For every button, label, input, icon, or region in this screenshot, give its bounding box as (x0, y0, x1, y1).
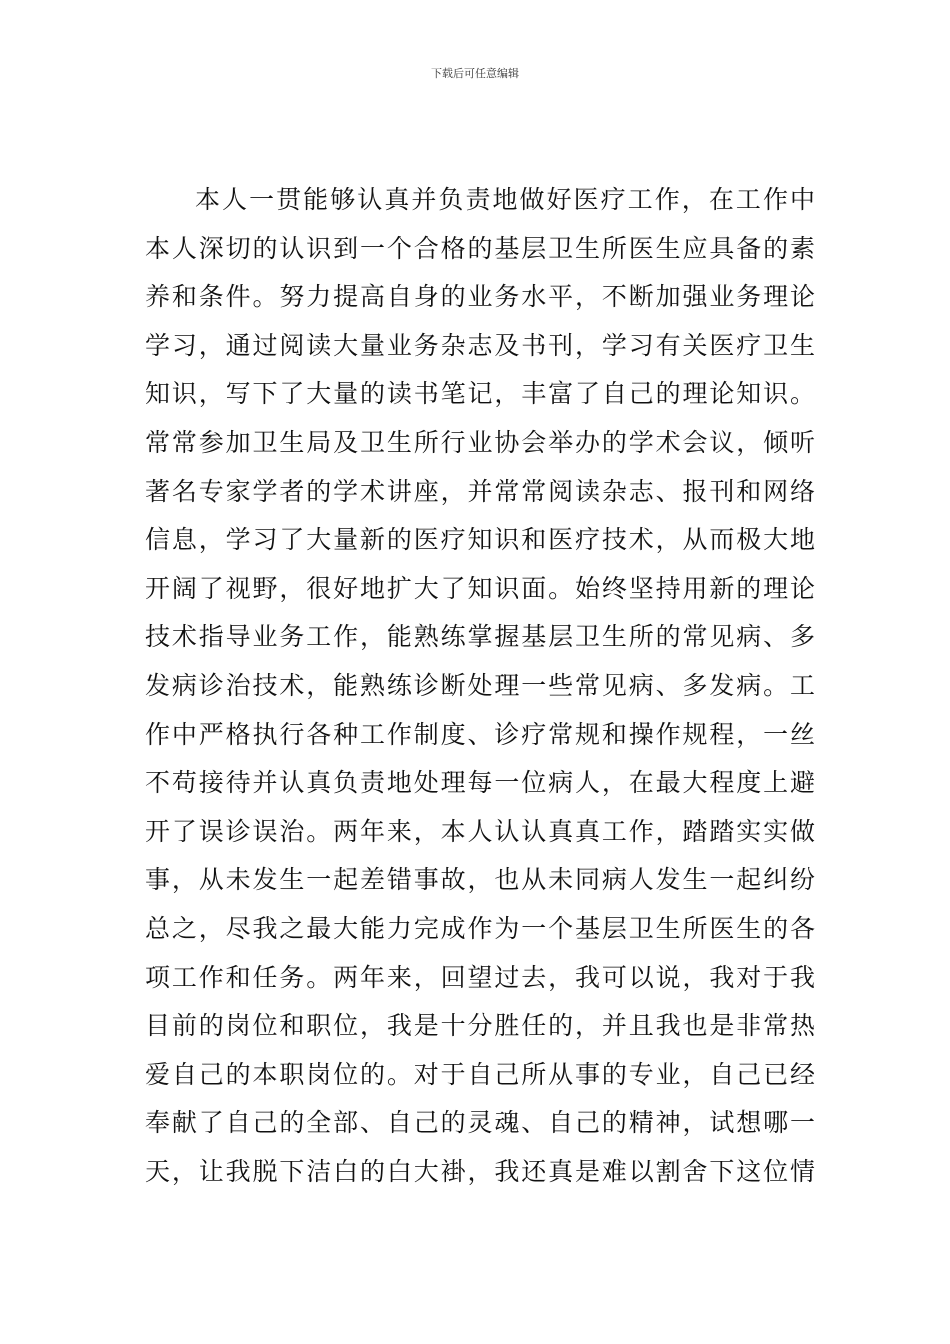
text-line: 发病诊治技术，能熟练诊断处理一些常见病、多发病。工 (145, 670, 815, 700)
text-line: 本人深切的认识到一个合格的基层卫生所医生应具备的素 (145, 233, 815, 263)
text-line: 常常参加卫生局及卫生所行业协会举办的学术会议，倾听 (145, 427, 815, 457)
text-line: 本人一贯能够认真并负责地做好医疗工作，在工作中 (195, 185, 815, 214)
header-note: 下载后可任意编辑 (431, 67, 519, 80)
text-line: 天，让我脱下洁白的白大褂，我还真是难以割舍下这位情 (145, 1156, 815, 1186)
text-line: 开阔了视野，很好地扩大了知识面。始终坚持用新的理论 (145, 573, 815, 603)
text-line: 目前的岗位和职位，我是十分胜任的，并且我也是非常热 (145, 1011, 815, 1041)
text-line: 爱自己的本职岗位的。对于自己所从事的专业，自己已经 (145, 1059, 815, 1089)
text-line: 总之，尽我之最大能力完成作为一个基层卫生所医生的各 (145, 913, 815, 943)
text-line: 开了误诊误治。两年来，本人认认真真工作，踏踏实实做 (145, 816, 815, 846)
text-line: 信息，学习了大量新的医疗知识和医疗技术，从而极大地 (145, 525, 815, 555)
text-line: 奉献了自己的全部、自己的灵魂、自己的精神，试想哪一 (145, 1108, 815, 1138)
text-line: 学习，通过阅读大量业务杂志及书刊，学习有关医疗卫生 (145, 330, 815, 360)
text-line: 著名专家学者的学术讲座，并常常阅读杂志、报刊和网络 (145, 476, 815, 506)
text-line: 不苟接待并认真负责地处理每一位病人，在最大程度上避 (145, 768, 815, 798)
text-line: 事，从未发生一起差错事故，也从未同病人发生一起纠纷 (145, 865, 815, 895)
text-line: 作中严格执行各种工作制度、诊疗常规和操作规程，一丝 (145, 719, 815, 749)
text-line: 养和条件。努力提高自身的业务水平，不断加强业务理论 (145, 282, 815, 312)
text-line: 知识，写下了大量的读书笔记，丰富了自己的理论知识。 (145, 379, 815, 409)
text-line: 项工作和任务。两年来，回望过去，我可以说，我对于我 (145, 962, 815, 992)
body-paragraph (145, 176, 815, 1196)
text-line: 技术指导业务工作，能熟练掌握基层卫生所的常见病、多 (145, 622, 815, 652)
